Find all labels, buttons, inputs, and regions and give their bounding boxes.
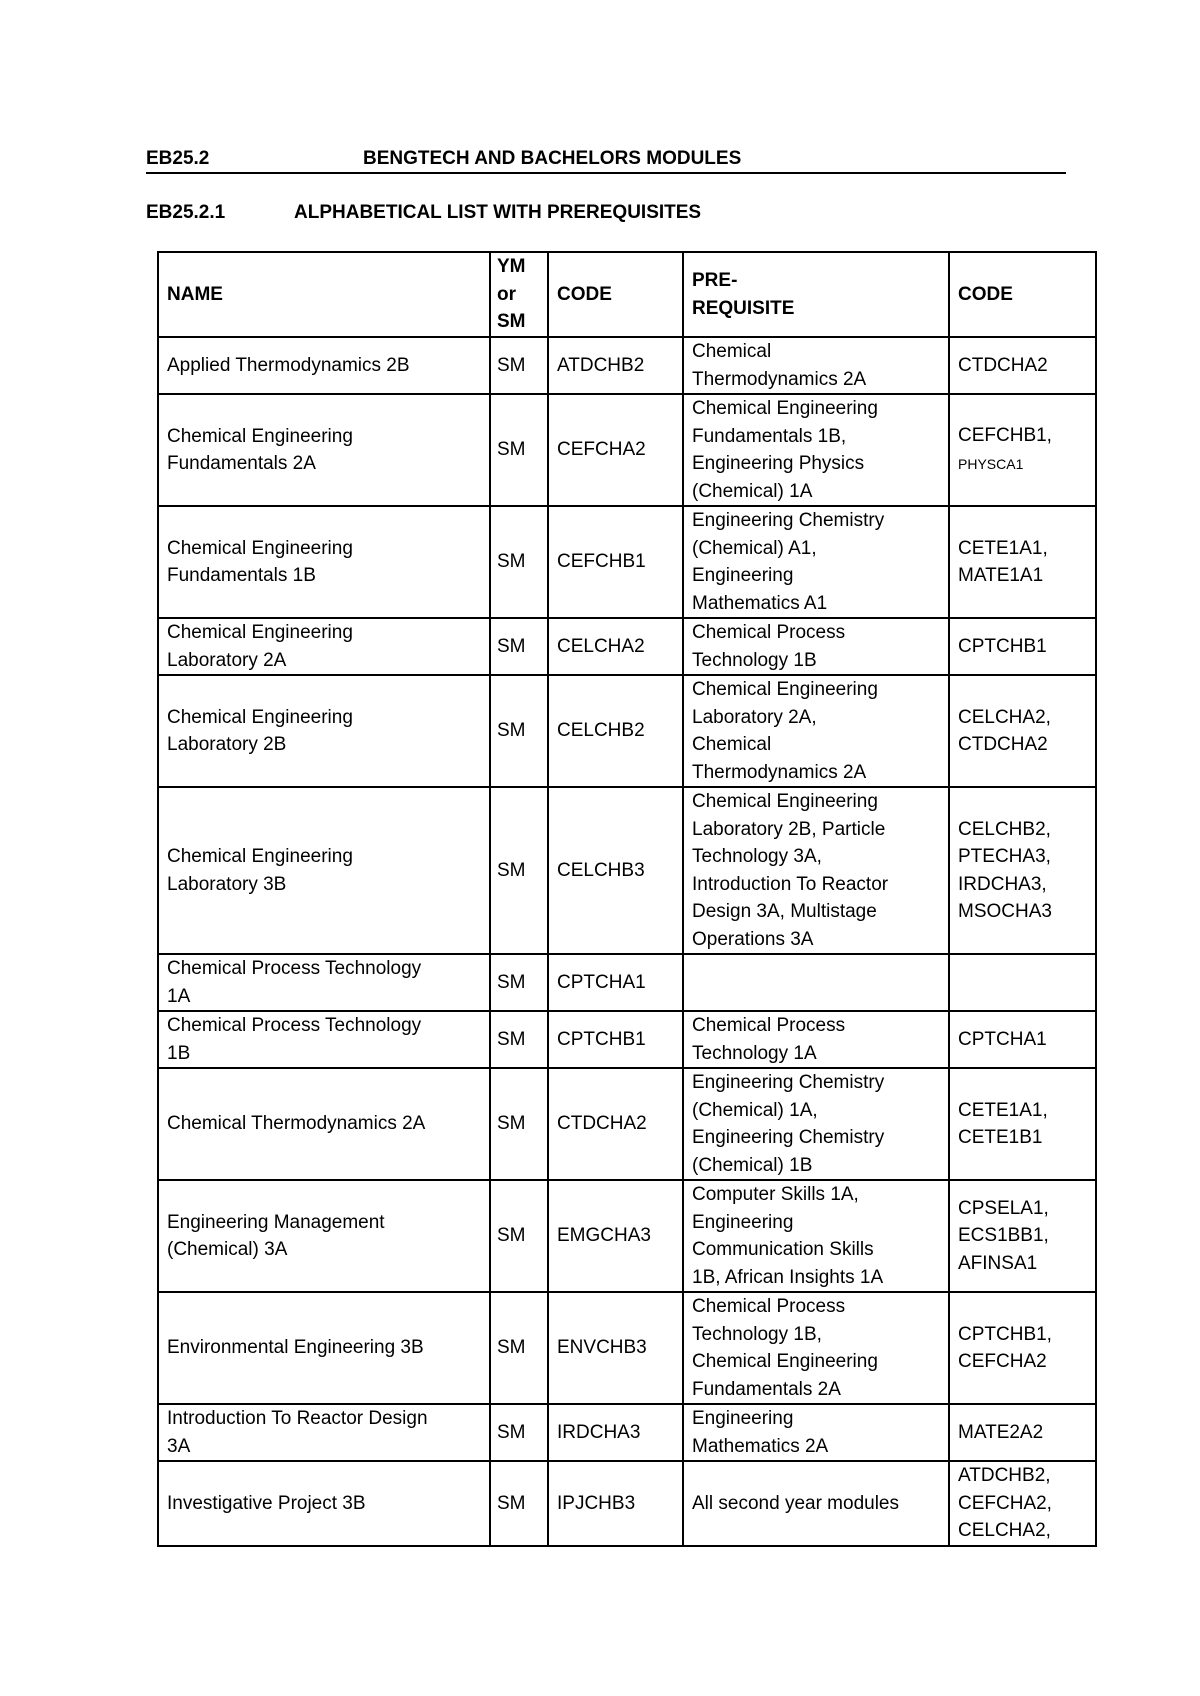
ym-or-sm-text: SM	[497, 551, 526, 573]
table-row	[158, 1404, 1096, 1461]
column-header-ym: YM or SM	[490, 252, 548, 337]
ym-or-sm-cell	[490, 1068, 548, 1180]
ym-or-sm-cell	[490, 337, 548, 394]
module-name-cell	[158, 787, 490, 954]
module-name-cell	[158, 1180, 490, 1292]
table-row	[158, 1461, 1096, 1546]
prerequisite-code-text: CETE1A1, MATE1A1	[958, 537, 1048, 586]
prerequisite-text: Chemical Engineering Fundamentals 1B, Engineering Physics (Chemical) 1A	[692, 398, 878, 502]
table-row	[158, 675, 1096, 787]
module-code-cell	[548, 618, 683, 675]
table-row	[158, 954, 1096, 1011]
module-code-cell	[548, 394, 683, 506]
prerequisite-code-text: CPSELA1, ECS1BB1, AFINSA1	[958, 1197, 1049, 1274]
module-code-text: CTDCHA2	[557, 1113, 647, 1135]
module-code-cell	[548, 675, 683, 787]
prerequisite-code-text: CPTCHB1	[958, 635, 1047, 657]
module-code-text: IPJCHB3	[557, 1492, 636, 1514]
module-name-cell	[158, 1461, 490, 1546]
prerequisite-code-cell	[949, 337, 1096, 394]
prerequisite-text: Chemical Thermodynamics 2A	[692, 341, 867, 390]
table-row	[158, 787, 1096, 954]
prerequisite-text: Computer Skills 1A, Engineering Communication Skills 1B, African Insights 1A	[692, 1184, 884, 1288]
prerequisite-text: Chemical Process Technology 1B	[692, 622, 846, 671]
prerequisite-code-text: CPTCHA1	[958, 1028, 1047, 1050]
section-title: BENGTECH AND BACHELORS MODULES	[363, 148, 742, 169]
ym-or-sm-text: SM	[497, 635, 526, 657]
module-code-text: EMGCHA3	[557, 1225, 651, 1247]
module-name-text: Chemical Engineering Laboratory 2B	[167, 706, 353, 755]
ym-or-sm-cell	[490, 954, 548, 1011]
prerequisite-cell	[683, 675, 949, 787]
module-name-text: Chemical Process Technology 1A	[167, 958, 422, 1007]
ym-or-sm-text: SM	[497, 1337, 526, 1359]
module-code-cell	[548, 506, 683, 618]
header-rule	[146, 172, 1066, 174]
prerequisite-cell	[683, 787, 949, 954]
ym-or-sm-text: SM	[497, 971, 526, 993]
ym-or-sm-cell	[490, 1011, 548, 1068]
module-name-text: Engineering Management (Chemical) 3A	[167, 1211, 385, 1260]
prerequisite-code-text: CELCHB2, PTECHA3, IRDCHA3, MSOCHA3	[958, 818, 1052, 922]
ym-or-sm-text: SM	[497, 720, 526, 742]
module-name-text: Applied Thermodynamics 2B	[167, 354, 410, 376]
module-code-cell	[548, 337, 683, 394]
module-code-text: CEFCHA2	[557, 439, 646, 461]
module-code-cell	[548, 1292, 683, 1404]
prerequisite-code-cell	[949, 506, 1096, 618]
ym-or-sm-cell	[490, 1180, 548, 1292]
module-code-text: CELCHB2	[557, 720, 645, 742]
prerequisite-code-extra-text: PHYSCA1	[958, 455, 1024, 472]
module-name-cell	[158, 506, 490, 618]
prerequisite-cell	[683, 394, 949, 506]
table-row	[158, 1180, 1096, 1292]
module-name-text: Investigative Project 3B	[167, 1492, 366, 1514]
prerequisite-code-cell	[949, 675, 1096, 787]
subsection-title: ALPHABETICAL LIST WITH PREREQUISITES	[294, 202, 702, 223]
module-name-cell	[158, 954, 490, 1011]
ym-or-sm-text: SM	[497, 1113, 526, 1135]
module-name-text: Environmental Engineering 3B	[167, 1337, 424, 1359]
prerequisite-code-cell	[949, 1404, 1096, 1461]
module-name-cell	[158, 1292, 490, 1404]
ym-or-sm-cell	[490, 1292, 548, 1404]
prerequisite-text: Chemical Engineering Laboratory 2B, Particle Technology 3A, Introduction To Reactor Design 3A, Multistage Operations 3A	[692, 791, 889, 950]
ym-or-sm-cell	[490, 1461, 548, 1546]
prerequisite-text: Engineering Chemistry (Chemical) A1, Engineering Mathematics A1	[692, 510, 885, 614]
module-name-cell	[158, 1011, 490, 1068]
column-header-prerequisite: PRE- REQUISITE	[683, 252, 949, 337]
module-name-text: Chemical Engineering Laboratory 2A	[167, 622, 353, 671]
module-name-cell	[158, 1068, 490, 1180]
prerequisite-code-text: MATE2A2	[958, 1421, 1044, 1443]
module-name-cell	[158, 1404, 490, 1461]
prerequisite-text: All second year modules	[692, 1492, 899, 1514]
ym-or-sm-text: SM	[497, 1492, 526, 1514]
prerequisite-cell	[683, 954, 949, 1011]
prerequisite-cell	[683, 1404, 949, 1461]
module-code-text: IRDCHA3	[557, 1421, 641, 1443]
ym-or-sm-cell	[490, 506, 548, 618]
prerequisite-text: Chemical Engineering Laboratory 2A, Chemical Thermodynamics 2A	[692, 679, 878, 783]
prerequisite-cell	[683, 1068, 949, 1180]
table-row	[158, 506, 1096, 618]
subsection-code: EB25.2.1	[146, 202, 226, 223]
ym-or-sm-cell	[490, 618, 548, 675]
prerequisite-code-cell	[949, 787, 1096, 954]
module-code-text: ATDCHB2	[557, 354, 645, 376]
ym-or-sm-cell	[490, 787, 548, 954]
prerequisite-code-text: CPTCHB1, CEFCHA2	[958, 1323, 1052, 1372]
module-code-text: CEFCHB1	[557, 551, 646, 573]
module-name-text: Chemical Engineering Fundamentals 1B	[167, 537, 353, 586]
module-name-cell	[158, 618, 490, 675]
module-code-text: CELCHB3	[557, 859, 645, 881]
prerequisite-code-text: CELCHA2, CTDCHA2	[958, 706, 1051, 755]
ym-or-sm-cell	[490, 675, 548, 787]
module-name-text: Chemical Engineering Fundamentals 2A	[167, 425, 353, 474]
prerequisite-code-text: CEFCHB1,	[958, 425, 1052, 446]
section-code: EB25.2	[146, 148, 210, 169]
prerequisite-cell	[683, 506, 949, 618]
prerequisite-text: Chemical Process Technology 1B, Chemical Engineering Fundamentals 2A	[692, 1296, 878, 1400]
ym-or-sm-text: SM	[497, 354, 526, 376]
ym-or-sm-text: SM	[497, 1421, 526, 1443]
module-code-text: CPTCHA1	[557, 971, 646, 993]
prerequisite-cell	[683, 1461, 949, 1546]
prerequisite-code-text: ATDCHB2, CEFCHA2, CELCHA2,	[958, 1465, 1052, 1541]
module-name-text: Chemical Thermodynamics 2A	[167, 1113, 426, 1135]
table-row	[158, 1292, 1096, 1404]
column-header-prerequisite-code: CODE	[949, 252, 1096, 337]
module-code-cell	[548, 787, 683, 954]
column-header-code: CODE	[548, 252, 683, 337]
prerequisite-text: Engineering Mathematics 2A	[692, 1408, 829, 1457]
module-name-cell	[158, 675, 490, 787]
prerequisite-text: Engineering Chemistry (Chemical) 1A, Engineering Chemistry (Chemical) 1B	[692, 1072, 885, 1176]
prerequisite-code-cell	[949, 618, 1096, 675]
module-name-text: Chemical Engineering Laboratory 3B	[167, 846, 353, 895]
table-row	[158, 1011, 1096, 1068]
prerequisite-code-cell	[949, 954, 1096, 1011]
table-row	[158, 337, 1096, 394]
prerequisite-code-cell	[949, 1011, 1096, 1068]
prerequisite-code-cell	[949, 1461, 1096, 1546]
module-code-text: CELCHA2	[557, 635, 645, 657]
prerequisite-code-cell	[949, 1180, 1096, 1292]
prerequisite-cell	[683, 1292, 949, 1404]
prerequisite-code-cell	[949, 394, 1096, 506]
prerequisite-code-cell	[949, 1068, 1096, 1180]
module-code-cell	[548, 1461, 683, 1546]
ym-or-sm-cell	[490, 1404, 548, 1461]
modules-table	[157, 251, 1097, 1547]
prerequisite-cell	[683, 337, 949, 394]
table-body	[158, 337, 1096, 1546]
module-code-text: CPTCHB1	[557, 1028, 646, 1050]
table-row	[158, 618, 1096, 675]
prerequisite-cell	[683, 1180, 949, 1292]
table-row	[158, 1068, 1096, 1180]
module-name-text: Chemical Process Technology 1B	[167, 1015, 422, 1064]
module-code-text: ENVCHB3	[557, 1337, 647, 1359]
ym-or-sm-cell	[490, 394, 548, 506]
ym-or-sm-text: SM	[497, 859, 526, 881]
prerequisite-code-text: CETE1A1, CETE1B1	[958, 1099, 1048, 1148]
column-header-name: NAME	[158, 252, 490, 337]
table-row	[158, 394, 1096, 506]
module-code-cell	[548, 1011, 683, 1068]
ym-or-sm-text: SM	[497, 439, 526, 461]
module-name-cell	[158, 394, 490, 506]
module-name-cell	[158, 337, 490, 394]
ym-or-sm-text: SM	[497, 1028, 526, 1050]
module-code-cell	[548, 1404, 683, 1461]
table-header-row	[158, 252, 1096, 337]
prerequisite-code-text: CTDCHA2	[958, 354, 1048, 376]
module-code-cell	[548, 1068, 683, 1180]
module-code-cell	[548, 954, 683, 1011]
prerequisite-cell	[683, 1011, 949, 1068]
ym-or-sm-text: SM	[497, 1225, 526, 1247]
prerequisite-text: Chemical Process Technology 1A	[692, 1015, 846, 1064]
module-code-cell	[548, 1180, 683, 1292]
prerequisite-code-cell	[949, 1292, 1096, 1404]
prerequisite-cell	[683, 618, 949, 675]
module-name-text: Introduction To Reactor Design 3A	[167, 1408, 428, 1457]
